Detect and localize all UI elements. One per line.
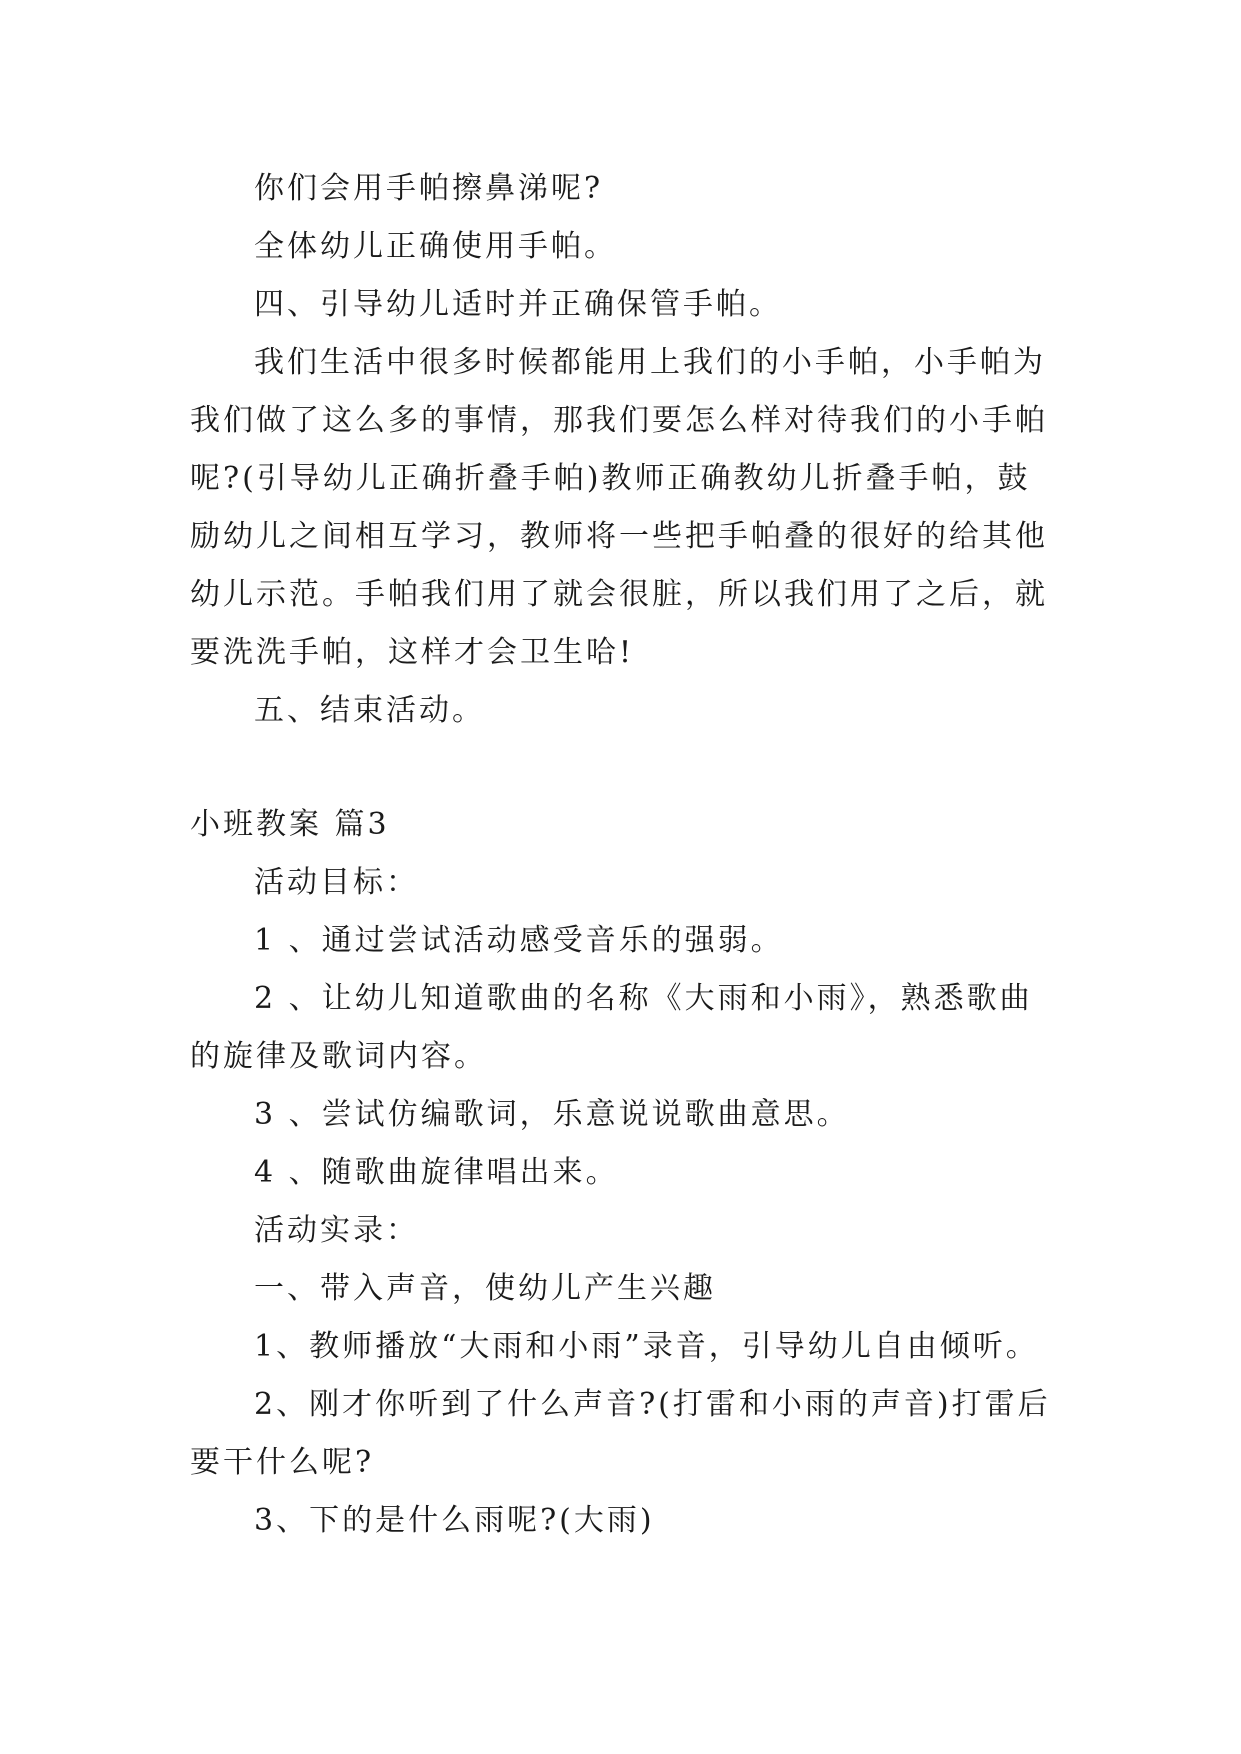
paragraph: 1 、通过尝试活动感受音乐的强弱。 [254,923,784,958]
paragraph: 五、结束活动。 [254,693,485,728]
paragraph: 你们会用手帕擦鼻涕呢? [254,171,604,206]
paragraph: 活动实录： [254,1213,419,1248]
paragraph: 四、引导幼儿适时并正确保管手帕。 [254,287,782,322]
paragraph: 活动目标： [254,865,419,900]
paragraph: 2 、让幼儿知道歌曲的名称《大雨和小雨》，熟悉歌曲的旋律及歌词内容。 [190,981,1033,1074]
paragraph: 4 、随歌曲旋律唱出来。 [254,1155,619,1190]
paragraph: 2、刚才你听到了什么声音?(打雷和小雨的声音)打雷后要干什么呢? [190,1387,1051,1480]
paragraph: 3、下的是什么雨呢?(大雨) [254,1503,655,1538]
section-gap [190,740,1060,796]
paragraph: 1、教师播放“大雨和小雨”录音，引导幼儿自由倾听。 [254,1329,1039,1364]
paragraph: 全体幼儿正确使用手帕。 [254,229,617,264]
paragraph: 我们生活中很多时候都能用上我们的小手帕，小手帕为我们做了这么多的事情，那我们要怎么样对待我们的小手帕呢?(引导幼儿正确折叠手帕)教师正确教幼儿折叠手帕，鼓励幼儿之间相互学习，教师将一些把手帕叠的很好的给其他幼儿示范。手帕我们用了就会很脏，所以我们用了之后，就要洗洗手帕，这样才会卫生哈! [190,345,1048,670]
paragraph: 3 、尝试仿编歌词，乐意说说歌曲意思。 [254,1097,850,1132]
document-body [190,160,1060,1550]
paragraph: 一、带入声音，使幼儿产生兴趣 [254,1271,716,1306]
section-title: 小班教案 篇3 [190,807,390,842]
